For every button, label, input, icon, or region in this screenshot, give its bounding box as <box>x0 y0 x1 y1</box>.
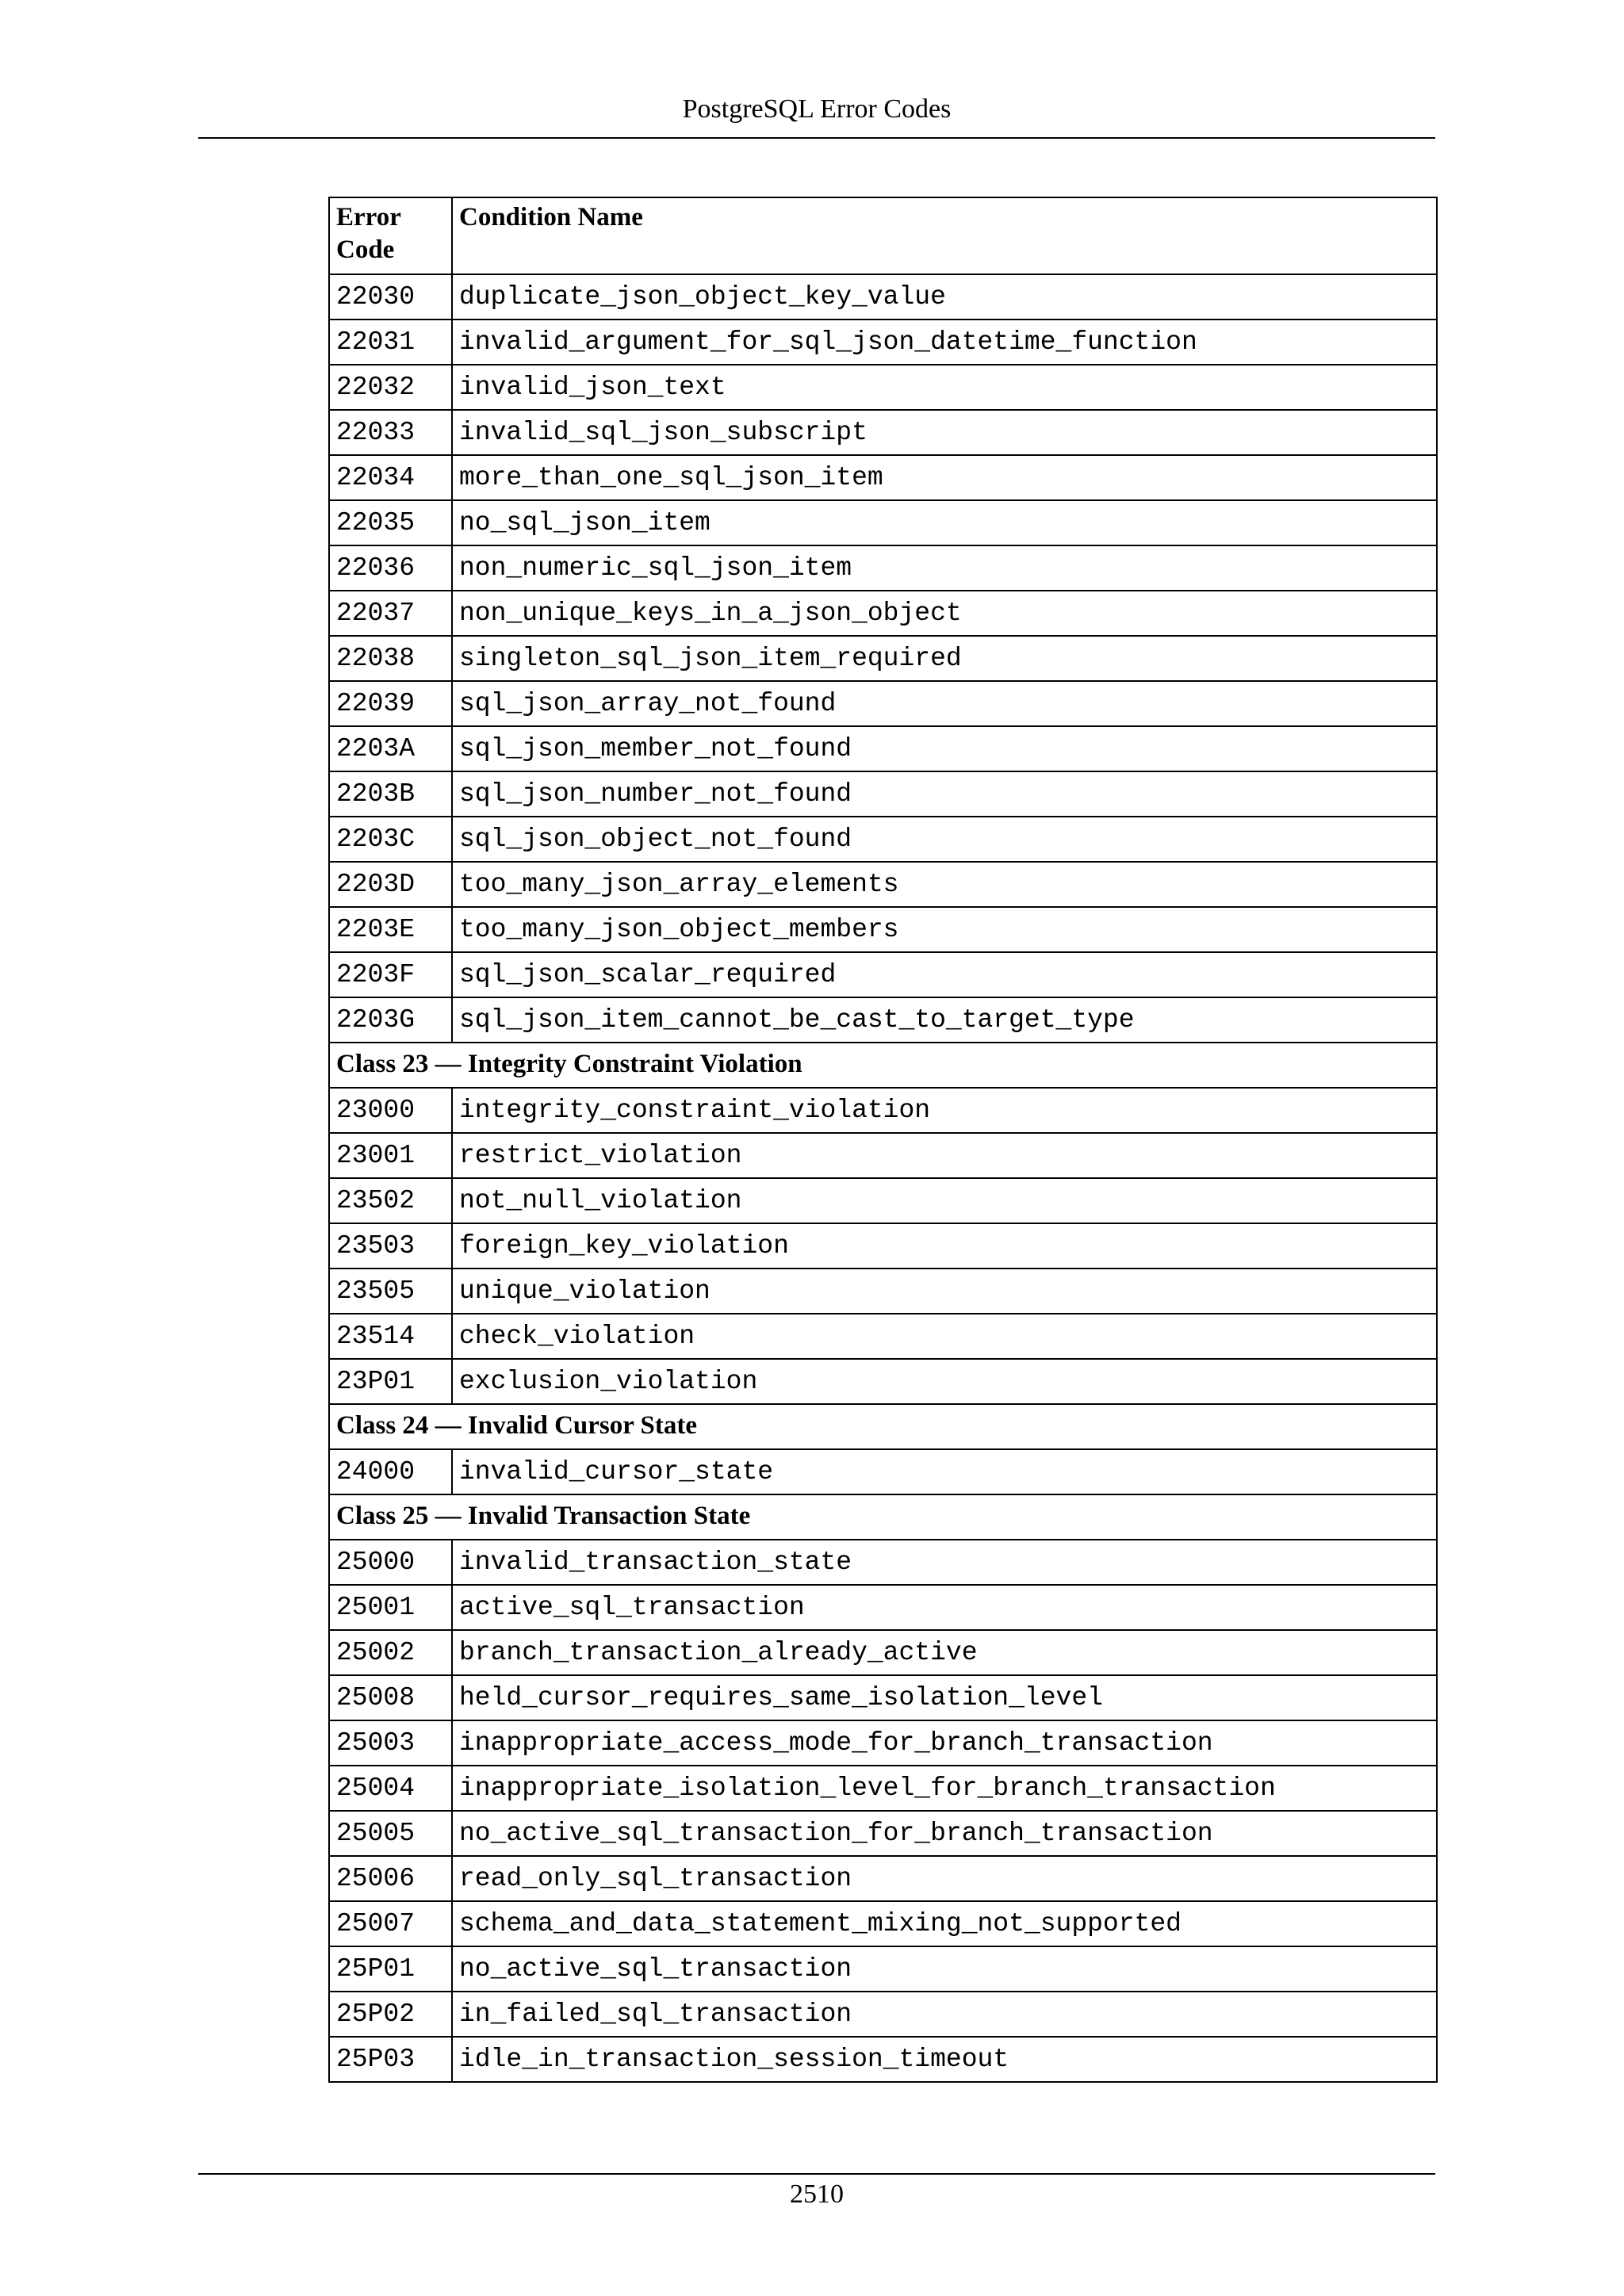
error-code-cell: 23505 <box>329 1269 452 1314</box>
table-body <box>329 274 1437 2082</box>
condition-name-cell: restrict_violation <box>452 1133 1437 1178</box>
header-divider <box>198 137 1435 139</box>
error-code-cell: 22036 <box>329 545 452 591</box>
error-code-cell: 2203G <box>329 997 452 1043</box>
error-code-cell: 2203B <box>329 771 452 817</box>
condition-name-cell: sql_json_scalar_required <box>452 952 1437 997</box>
condition-name-cell: duplicate_json_object_key_value <box>452 274 1437 320</box>
condition-name-cell: idle_in_transaction_session_timeout <box>452 2037 1437 2082</box>
column-header-error-code <box>329 197 452 274</box>
table-row <box>329 1630 1437 1675</box>
class-heading: Class 24 — Invalid Cursor State <box>329 1404 1437 1449</box>
error-code-cell: 2203F <box>329 952 452 997</box>
table-row <box>329 726 1437 771</box>
error-code-cell: 25000 <box>329 1540 452 1585</box>
condition-name-cell: sql_json_item_cannot_be_cast_to_target_type <box>452 997 1437 1043</box>
table-row <box>329 952 1437 997</box>
page-number: 2510 <box>790 2179 844 2209</box>
condition-name-cell: active_sql_transaction <box>452 1585 1437 1630</box>
condition-name-cell: schema_and_data_statement_mixing_not_supported <box>452 1901 1437 1946</box>
condition-name-cell: in_failed_sql_transaction <box>452 1992 1437 2037</box>
error-code-cell: 25001 <box>329 1585 452 1630</box>
error-code-cell: 23P01 <box>329 1359 452 1404</box>
table-row <box>329 1133 1437 1178</box>
error-code-cell: 25P03 <box>329 2037 452 2082</box>
table-row <box>329 455 1437 500</box>
error-code-cell: 22038 <box>329 636 452 681</box>
class-heading-row <box>329 1043 1437 1088</box>
error-code-cell: 23514 <box>329 1314 452 1359</box>
condition-name-cell: invalid_cursor_state <box>452 1449 1437 1494</box>
table-row <box>329 1856 1437 1901</box>
table-row <box>329 1992 1437 2037</box>
error-codes-table <box>328 197 1438 2083</box>
error-code-cell: 22031 <box>329 320 452 365</box>
error-code-cell: 22030 <box>329 274 452 320</box>
table-row <box>329 636 1437 681</box>
running-header: PostgreSQL Error Codes <box>682 94 952 124</box>
table-row <box>329 365 1437 410</box>
condition-name-cell: too_many_json_array_elements <box>452 862 1437 907</box>
table-row <box>329 907 1437 952</box>
error-code-cell: 2203E <box>329 907 452 952</box>
table-row <box>329 1359 1437 1404</box>
error-code-cell: 23503 <box>329 1223 452 1269</box>
condition-name-cell: no_sql_json_item <box>452 500 1437 545</box>
column-header-error-code-line1: Error <box>336 203 401 232</box>
condition-name-cell: more_than_one_sql_json_item <box>452 455 1437 500</box>
condition-name-cell: not_null_violation <box>452 1178 1437 1223</box>
table-row <box>329 1766 1437 1811</box>
condition-name-cell: read_only_sql_transaction <box>452 1856 1437 1901</box>
table-row <box>329 2037 1437 2082</box>
condition-name-cell: unique_violation <box>452 1269 1437 1314</box>
table-row <box>329 997 1437 1043</box>
table-row <box>329 681 1437 726</box>
condition-name-cell: invalid_json_text <box>452 365 1437 410</box>
condition-name-cell: held_cursor_requires_same_isolation_level <box>452 1675 1437 1720</box>
table-row <box>329 274 1437 320</box>
table-row <box>329 1675 1437 1720</box>
error-code-cell: 2203D <box>329 862 452 907</box>
error-code-cell: 25004 <box>329 1766 452 1811</box>
table-row <box>329 591 1437 636</box>
error-code-cell: 23000 <box>329 1088 452 1133</box>
table-header-row <box>329 197 1437 274</box>
table-row <box>329 1585 1437 1630</box>
column-header-error-code-line2: Code <box>336 235 395 264</box>
table-row <box>329 771 1437 817</box>
condition-name-cell: sql_json_member_not_found <box>452 726 1437 771</box>
error-code-cell: 25005 <box>329 1811 452 1856</box>
table-row <box>329 1811 1437 1856</box>
class-heading-row <box>329 1494 1437 1540</box>
footer-divider <box>198 2173 1435 2175</box>
table-row <box>329 1088 1437 1133</box>
table-row <box>329 817 1437 862</box>
table-row <box>329 1269 1437 1314</box>
condition-name-cell: inappropriate_access_mode_for_branch_transaction <box>452 1720 1437 1766</box>
error-code-cell: 22034 <box>329 455 452 500</box>
error-code-cell: 22035 <box>329 500 452 545</box>
condition-name-cell: sql_json_number_not_found <box>452 771 1437 817</box>
condition-name-cell: inappropriate_isolation_level_for_branch_transaction <box>452 1766 1437 1811</box>
condition-name-cell: check_violation <box>452 1314 1437 1359</box>
error-code-cell: 25P01 <box>329 1946 452 1992</box>
error-code-cell: 25003 <box>329 1720 452 1766</box>
table-row <box>329 410 1437 455</box>
error-code-cell: 24000 <box>329 1449 452 1494</box>
error-code-cell: 2203C <box>329 817 452 862</box>
error-code-cell: 25008 <box>329 1675 452 1720</box>
error-code-cell: 22039 <box>329 681 452 726</box>
error-code-cell: 22033 <box>329 410 452 455</box>
error-code-cell: 2203A <box>329 726 452 771</box>
condition-name-cell: sql_json_object_not_found <box>452 817 1437 862</box>
condition-name-cell: invalid_transaction_state <box>452 1540 1437 1585</box>
condition-name-cell: invalid_argument_for_sql_json_datetime_function <box>452 320 1437 365</box>
condition-name-cell: non_numeric_sql_json_item <box>452 545 1437 591</box>
condition-name-cell: singleton_sql_json_item_required <box>452 636 1437 681</box>
class-heading: Class 23 — Integrity Constraint Violation <box>329 1043 1437 1088</box>
condition-name-cell: branch_transaction_already_active <box>452 1630 1437 1675</box>
condition-name-cell: exclusion_violation <box>452 1359 1437 1404</box>
table-row <box>329 1449 1437 1494</box>
condition-name-cell: too_many_json_object_members <box>452 907 1437 952</box>
table-row <box>329 1720 1437 1766</box>
table-row <box>329 1223 1437 1269</box>
error-code-cell: 22037 <box>329 591 452 636</box>
error-code-cell: 23001 <box>329 1133 452 1178</box>
condition-name-cell: foreign_key_violation <box>452 1223 1437 1269</box>
table-row <box>329 862 1437 907</box>
table-row <box>329 1178 1437 1223</box>
error-code-cell: 25P02 <box>329 1992 452 2037</box>
error-code-cell: 25002 <box>329 1630 452 1675</box>
error-code-cell: 23502 <box>329 1178 452 1223</box>
error-code-cell: 25007 <box>329 1901 452 1946</box>
error-code-cell: 22032 <box>329 365 452 410</box>
table-row <box>329 545 1437 591</box>
class-heading-row <box>329 1404 1437 1449</box>
class-heading: Class 25 — Invalid Transaction State <box>329 1494 1437 1540</box>
table-row <box>329 500 1437 545</box>
table-row <box>329 320 1437 365</box>
table-row <box>329 1540 1437 1585</box>
condition-name-cell: no_active_sql_transaction_for_branch_transaction <box>452 1811 1437 1856</box>
condition-name-cell: sql_json_array_not_found <box>452 681 1437 726</box>
condition-name-cell: no_active_sql_transaction <box>452 1946 1437 1992</box>
error-code-cell: 25006 <box>329 1856 452 1901</box>
condition-name-cell: invalid_sql_json_subscript <box>452 410 1437 455</box>
table-row <box>329 1314 1437 1359</box>
condition-name-cell: non_unique_keys_in_a_json_object <box>452 591 1437 636</box>
table-row <box>329 1946 1437 1992</box>
table-row <box>329 1901 1437 1946</box>
column-header-condition-name: Condition Name <box>452 197 1437 274</box>
condition-name-cell: integrity_constraint_violation <box>452 1088 1437 1133</box>
